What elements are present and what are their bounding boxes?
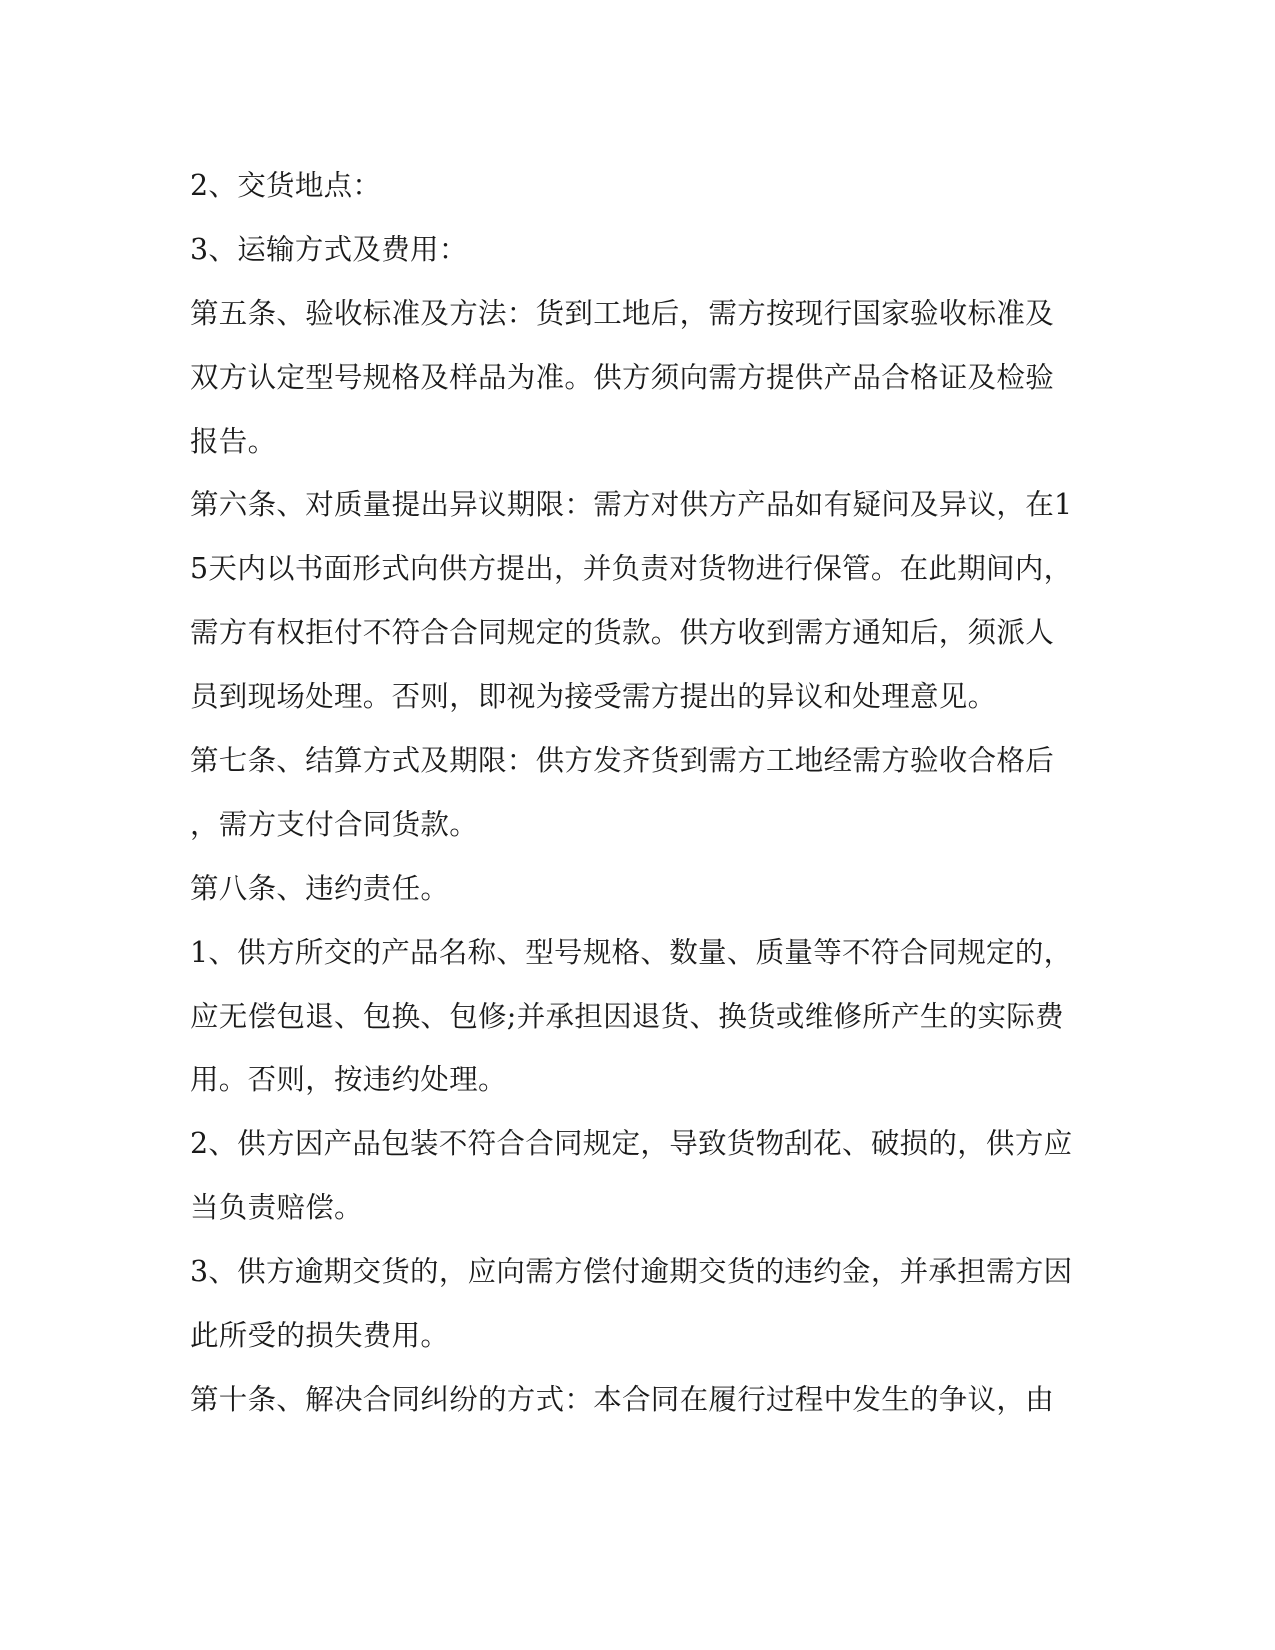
- text-line: 员到现场处理。否则，即视为接受需方提出的异议和处理意见。: [190, 680, 997, 714]
- text-line: 此所受的损失费用。: [190, 1319, 450, 1353]
- text-line: 双方认定型号规格及样品为准。供方须向需方提供产品合格证及检验: [190, 360, 1055, 394]
- text-line: 1、供方所交的产品名称、型号规格、数量、质量等不符合同规定的，: [190, 935, 1073, 969]
- text-line: 第十条、解决合同纠纷的方式：本合同在履行过程中发生的争议，由: [190, 1382, 1055, 1416]
- text-line: 第五条、验收标准及方法：货到工地后，需方按现行国家验收标准及: [190, 296, 1055, 330]
- text-line: 报告。: [190, 424, 277, 458]
- text-line: 应无偿包退、包换、包修;并承担因退货、换货或维修所产生的实际费: [190, 999, 1064, 1033]
- text-line: ，需方支付合同货款。: [190, 807, 479, 841]
- text-line: 第八条、违约责任。: [190, 871, 450, 905]
- text-line: 3、运输方式及费用：: [190, 232, 468, 266]
- text-line: 第六条、对质量提出异议期限：需方对供方产品如有疑问及异议，在1: [190, 488, 1073, 522]
- text-line: 3、供方逾期交货的，应向需方偿付逾期交货的违约金，并承担需方因: [190, 1255, 1073, 1289]
- text-line: 当负责赔偿。: [190, 1191, 363, 1225]
- text-line: 需方有权拒付不符合合同规定的货款。供方收到需方通知后，须派人: [190, 616, 1055, 650]
- document-body: [190, 154, 1073, 1432]
- text-line: 2、交货地点：: [190, 169, 382, 202]
- text-line: 用。否则，按违约处理。: [190, 1063, 507, 1097]
- text-line: 2、供方因产品包装不符合合同规定，导致货物刮花、破损的，供方应: [190, 1127, 1073, 1161]
- text-line: 第七条、结算方式及期限：供方发齐货到需方工地经需方验收合格后: [190, 744, 1055, 778]
- text-line: 5天内以书面形式向供方提出，并负责对货物进行保管。在此期间内，: [190, 552, 1073, 586]
